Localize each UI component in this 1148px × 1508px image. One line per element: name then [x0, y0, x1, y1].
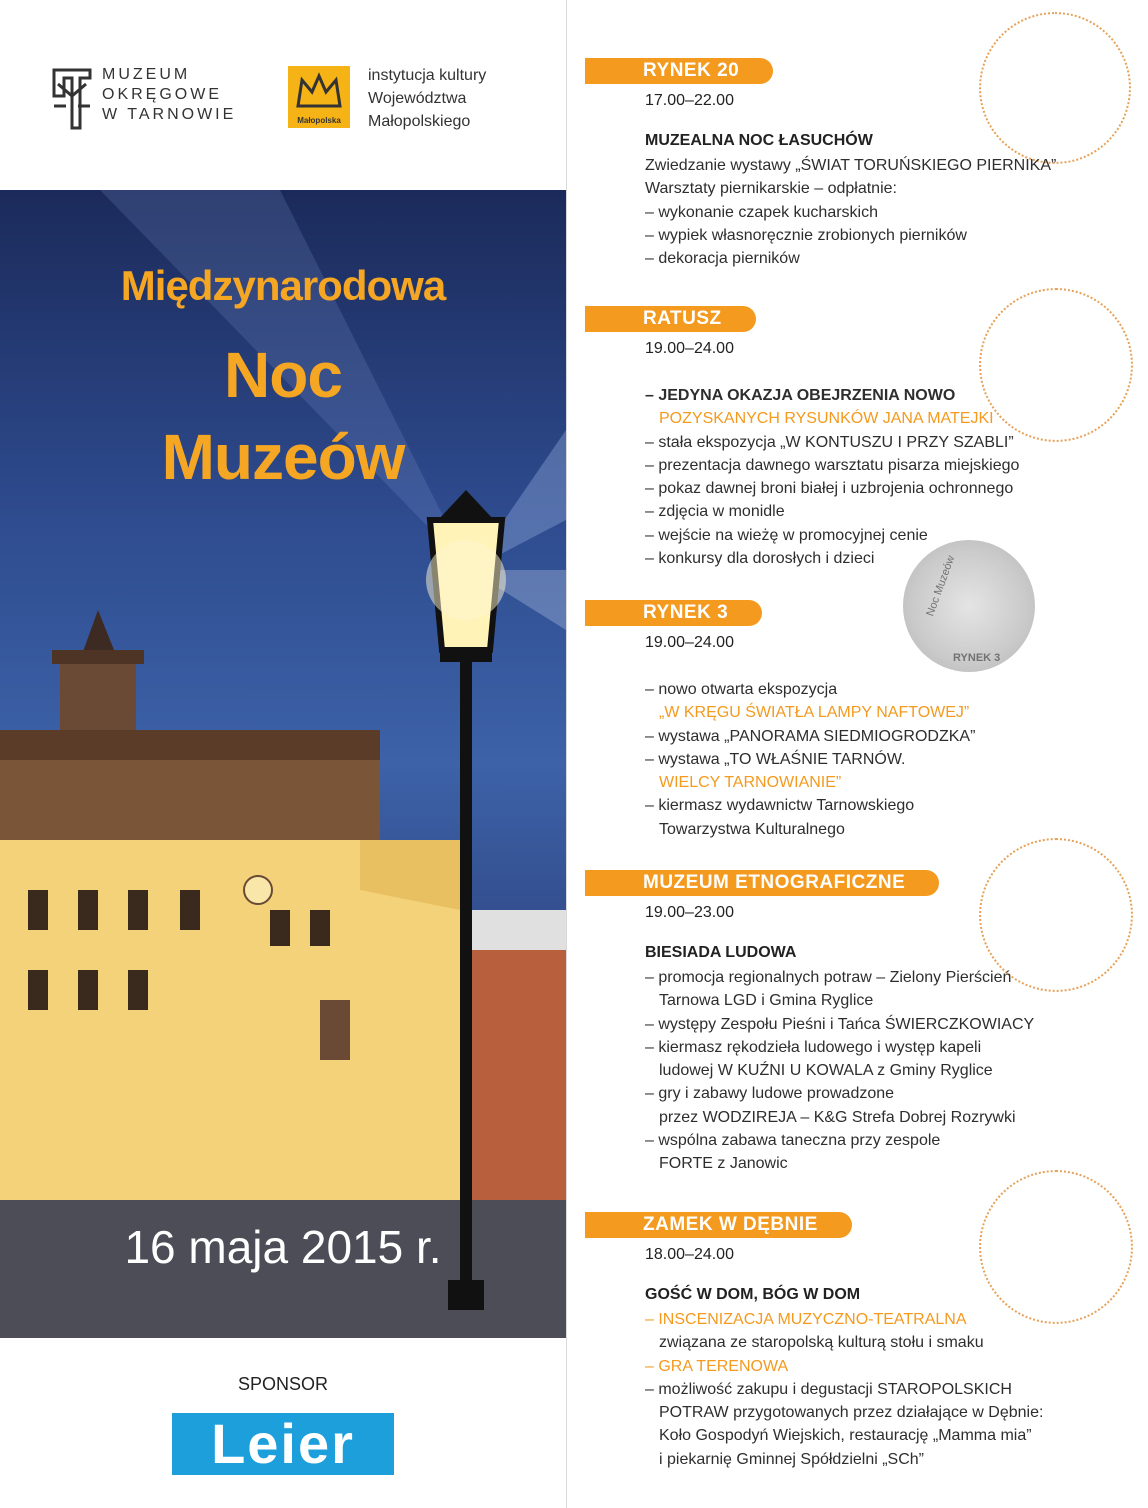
program-panel	[566, 0, 1148, 1508]
program-line: – wykonanie czapek kucharskich	[645, 203, 879, 221]
program-line: – wystawa „PANORAMA SIEDMIOGRODZKA”	[645, 727, 976, 745]
program-line: – dekoracja pierników	[645, 250, 800, 268]
program-line: – JEDYNA OKAZJA OBEJRZENIA NOWO	[645, 387, 956, 404]
museum-name-line: W TARNOWIE	[102, 106, 237, 123]
program-line: „W KRĘGU ŚWIATŁA LAMPY NAFTOWEJ”	[659, 704, 970, 722]
section-lines	[645, 384, 1145, 570]
program-line: związana ze staropolską kulturą stołu i smaku	[659, 1334, 984, 1352]
event-date: 16 maja 2015 r.	[124, 1221, 442, 1273]
section-subtitle: BIESIADA LUDOWA	[645, 944, 797, 961]
section-subtitle: GOŚĆ W DOM, BÓG W DOM	[645, 1286, 861, 1303]
poster-title-line3: Muzeów	[161, 421, 405, 493]
logo-bar	[0, 40, 566, 150]
left-panel	[0, 0, 566, 1508]
museum-logo-icon	[52, 66, 92, 132]
program-line: POZYSKANYCH RYSUNKÓW JANA MATEJKI	[659, 410, 994, 428]
institution-line: instytucja kultury	[368, 67, 487, 84]
program-line: – wystawa „TO WŁAŚNIE TARNÓW.	[645, 750, 906, 768]
program-line: – wejście na wieżę w promocyjnej cenie	[645, 526, 928, 544]
section-time: 19.00–24.00	[645, 634, 734, 651]
section-header: ZAMEK W DĘBNIE	[585, 1212, 852, 1238]
section-time: 17.00–22.00	[645, 92, 734, 109]
program-line: – stała ekspozycja „W KONTUSZU I PRZY SZABLI”	[645, 433, 1014, 451]
program-line: Koło Gospodyń Wiejskich, restaurację „Mamma mia”	[659, 1427, 1032, 1445]
program-line: WIELCY TARNOWIANIE”	[659, 774, 842, 792]
section-lines	[645, 966, 1145, 1176]
section-header: RYNEK 3	[585, 600, 762, 626]
institution-text	[368, 64, 486, 133]
museum-name-line: OKRĘGOWE	[102, 86, 223, 103]
malopolska-logo	[288, 66, 350, 128]
program-line: – promocja regionalnych potraw – Zielony Pierścień	[645, 969, 1012, 986]
section-header: RYNEK 20	[585, 58, 773, 84]
section-time: 19.00–24.00	[645, 340, 734, 357]
program-line: – prezentacja dawnego warsztatu pisarza miejskiego	[645, 456, 1020, 474]
section-lines	[645, 154, 1145, 270]
section-header: MUZEUM ETNOGRAFICZNE	[585, 870, 939, 896]
program-line: przez WODZIREJA – K&G Strefa Dobrej Rozrywki	[659, 1108, 1016, 1126]
section-lines	[645, 678, 1145, 841]
institution-line: Małopolskiego	[368, 113, 471, 130]
program-line: – konkursy dla dorosłych i dzieci	[645, 550, 875, 568]
program-line: – występy Zespołu Pieśni i Tańca ŚWIERCZKOWIACY	[645, 1015, 1035, 1033]
poster-title-line1: Międzynarodowa	[120, 262, 446, 309]
program-line: i piekarnię Gminnej Spółdzielni „SCh”	[659, 1450, 925, 1468]
poster-image	[0, 190, 566, 1338]
section-subtitle: MUZEALNA NOC ŁASUCHÓW	[645, 132, 873, 149]
sponsor-logo: Leier	[172, 1413, 394, 1475]
program-line: Zwiedzanie wystawy „ŚWIAT TORUŃSKIEGO PIERNIKA”	[645, 157, 1057, 174]
section-muzeum-etnograficzne	[585, 870, 1145, 1176]
stamp-text: Noc Muzeów	[924, 554, 958, 618]
program-line: – INSCENIZACJA MUZYCZNO-TEATRALNA	[645, 1311, 967, 1328]
program-line: FORTE z Janowic	[659, 1155, 788, 1173]
program-line: – zdjęcia w monidle	[645, 503, 785, 521]
program-line: – pokaz dawnej broni białej i uzbrojenia ochronnego	[645, 480, 1014, 498]
program-line: – wypiek własnoręcznie zrobionych pierników	[645, 226, 967, 244]
program-line: POTRAW przygotowanych przez działające w Dębnie:	[659, 1404, 1044, 1422]
stamp-text: RYNEK 3	[953, 652, 1001, 664]
program-line: ludowej W KUŹNI U KOWALA z Gminy Ryglice	[659, 1062, 993, 1080]
sponsor-label: SPONSOR	[237, 1374, 329, 1394]
program-line: – wspólna zabawa taneczna przy zespole	[645, 1132, 941, 1150]
section-time: 18.00–24.00	[645, 1246, 734, 1263]
program-line: Tarnowa LGD i Gmina Ryglice	[659, 992, 874, 1010]
program-line: – kiermasz rękodzieła ludowego i występ kapeli	[645, 1038, 982, 1056]
institution-line: Województwa	[368, 90, 467, 107]
museum-name	[102, 65, 236, 125]
program-line: Warsztaty piernikarskie – odpłatnie:	[645, 180, 897, 198]
program-line: – gry i zabawy ludowe prowadzone	[645, 1085, 895, 1103]
section-rynek-3	[585, 600, 1145, 841]
museum-name-line: MUZEUM	[102, 66, 191, 83]
program-line: – nowo otwarta ekspozycja	[645, 681, 838, 698]
section-ratusz	[585, 306, 1145, 570]
section-lines	[645, 1308, 1145, 1471]
poster-title-line2: Noc	[224, 339, 342, 411]
program-line: – GRA TERENOWA	[645, 1357, 789, 1375]
section-header: RATUSZ	[585, 306, 756, 332]
crown-icon	[288, 66, 350, 114]
malopolska-label: Małopolska	[297, 116, 341, 125]
section-time: 19.00–23.00	[645, 904, 734, 921]
program-line: Towarzystwa Kulturalnego	[659, 820, 845, 838]
program-line: – możliwość zakupu i degustacji STAROPOLSKICH	[645, 1380, 1012, 1398]
section-zamek-w-debnie	[585, 1212, 1145, 1471]
section-rynek-20	[585, 58, 1145, 270]
program-line: – kiermasz wydawnictw Tarnowskiego	[645, 797, 915, 815]
